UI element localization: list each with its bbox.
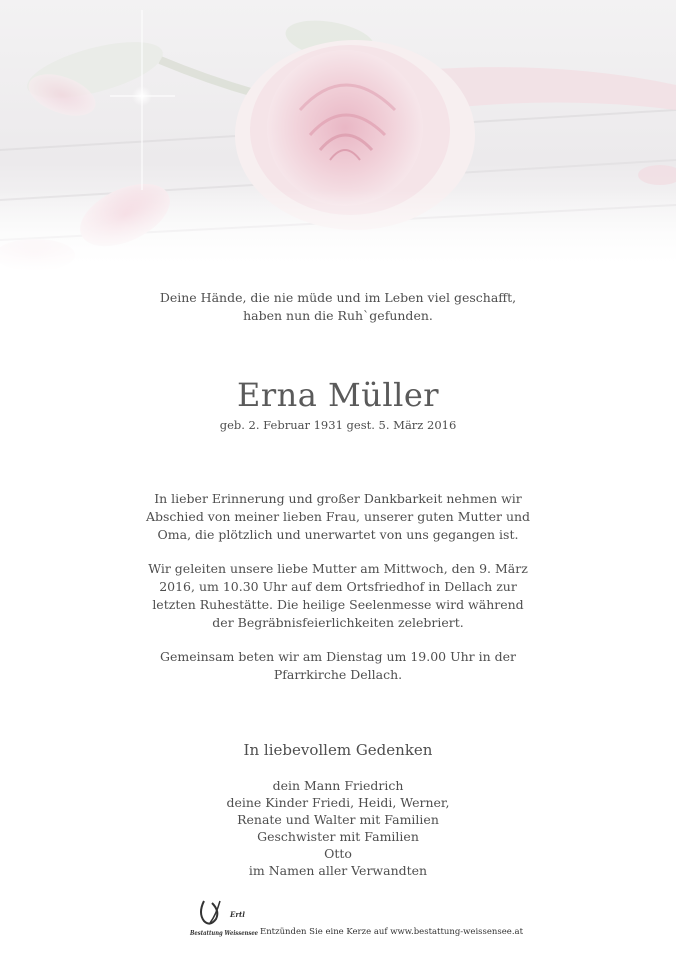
text-line: Gemeinsam beten wir am Dienstag um 19.00 Uhr in der — [159, 649, 517, 664]
life-dates: geb. 2. Februar 1931 gest. 5. März 2016 — [219, 418, 457, 432]
logo-text: Ertl — [230, 910, 245, 919]
text-line: Pfarrkirche Dellach. — [273, 667, 403, 682]
deceased-name: Erna Müller — [236, 376, 440, 414]
footer — [189, 895, 524, 945]
mourners-list — [0, 777, 676, 879]
text-line: In lieber Erinnerung und großer Dankbarkeit nehmen wir — [154, 491, 522, 506]
funeral-home-logo — [190, 895, 260, 941]
memorial-quote — [0, 289, 676, 325]
quote-line: haben nun die Ruh`gefunden. — [243, 308, 433, 323]
quote-line: Deine Hände, die nie müde und im Leben viel geschafft, — [159, 290, 517, 305]
logo-text: Bestattung Weissensee — [189, 930, 259, 937]
mourner-line: Otto — [324, 846, 352, 861]
announcement-paragraph — [0, 490, 676, 544]
text-line: 2016, um 10.30 Uhr auf dem Ortsfriedhof in Dellach zur — [159, 579, 517, 594]
header-rose-image — [0, 0, 676, 272]
text-line: letzten Ruhestätte. Die heilige Seelenmesse wird während — [152, 597, 524, 612]
mourner-line: im Namen aller Verwandten — [248, 863, 428, 878]
mourners-heading: In liebevollem Gedenken — [243, 741, 433, 759]
mourner-line: dein Mann Friedrich — [272, 778, 404, 793]
candle-link-text[interactable]: Entzünden Sie eine Kerze auf www.bestattung-weissensee.at — [260, 927, 524, 937]
mourner-line: Renate und Walter mit Familien — [237, 812, 439, 827]
prayer-paragraph — [0, 648, 676, 684]
funeral-details-paragraph — [0, 560, 676, 632]
rose-illustration — [0, 0, 676, 272]
text-line: der Begräbnisfeierlichkeiten zelebriert. — [212, 615, 464, 630]
text-line: Wir geleiten unsere liebe Mutter am Mittwoch, den 9. März — [148, 561, 528, 576]
announcement-text — [0, 490, 676, 700]
mourner-line: Geschwister mit Familien — [257, 829, 419, 844]
text-line: Abschied von meiner lieben Frau, unserer guten Mutter und — [145, 509, 531, 524]
text-line: Oma, die plötzlich und unerwartet von uns gegangen ist. — [157, 527, 519, 542]
mourner-line: deine Kinder Friedi, Heidi, Werner, — [226, 795, 450, 810]
